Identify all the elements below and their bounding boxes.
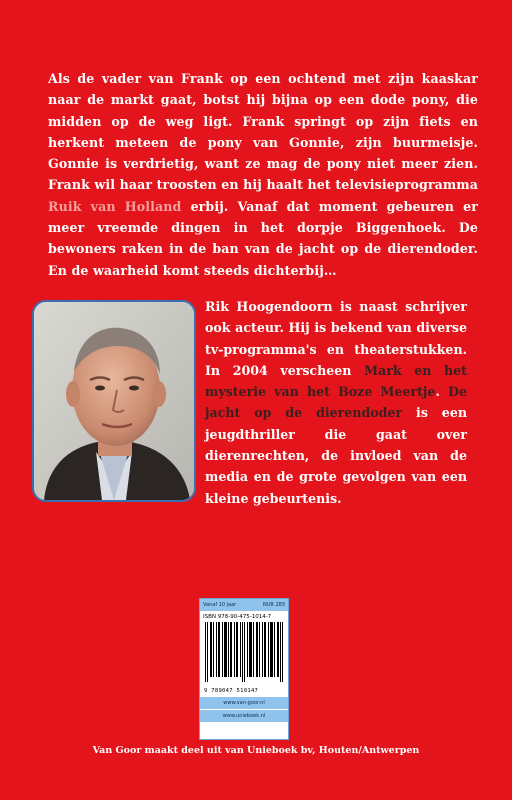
barcode-top-band <box>200 599 288 611</box>
bio-part-2: . <box>435 384 449 400</box>
nur-code: NUR 283 <box>262 602 285 608</box>
blurb-part-2: erbij. Vanaf dat moment gebeuren er meer vreemde dingen in het dorpje Biggenhoek. De bewoners raken in de ban van de jacht op de dierendoder. En de waarheid komt steeds dichterbij… <box>48 198 478 278</box>
publisher-url-2: www.unieboek.nl <box>200 709 288 722</box>
age-label: Vanaf 10 jaar <box>203 602 237 608</box>
barcode-block <box>199 598 289 740</box>
author-bio-text <box>205 296 467 509</box>
barcode-number: 9 789047 510147 <box>204 688 259 694</box>
tv-program-name: Ruik van Holland <box>48 198 182 214</box>
blurb-part-1: Als de vader van Frank op een ochtend met zijn kaaskar naar de markt gaat, botst hij bijna op een dode pony, die midden op de weg ligt. Frank springt op zijn fiets en herkent meteen de pony van Gonnie, zijn buurmeisje. Gonnie is verdrietig, want ze mag de pony niet meer zien. Frank wil haar troosten en hij haalt het televisieprogramma <box>48 71 478 193</box>
author-photo <box>32 300 196 502</box>
blurb-text <box>48 68 478 281</box>
barcode-image <box>204 622 284 682</box>
publisher-footer: Van Goor maakt deel uit van Unieboek bv, Houten/Antwerpen <box>92 745 420 756</box>
book-title-jacht: De jacht op de dierendoder <box>205 384 467 421</box>
book-title-mark: Mark en het mysterie van het Boze Meertje <box>205 362 467 400</box>
bio-part-3: is een jeugdthriller die gaat over dierenrechten, de invloed van de media en de grote gevolgen van een kleine gebeurtenis. <box>205 405 467 506</box>
isbn-text: ISBN 978-90-475-1014-7 <box>203 614 272 620</box>
author-portrait-image <box>34 302 194 500</box>
publisher-url-1: www.van-goor.nl <box>200 696 288 709</box>
bio-part-1: Rik Hoogendoorn is naast schrijver ook acteur. Hij is bekend van diverse tv-programma's en theaterstukken. In 2004 verscheen <box>205 299 467 378</box>
